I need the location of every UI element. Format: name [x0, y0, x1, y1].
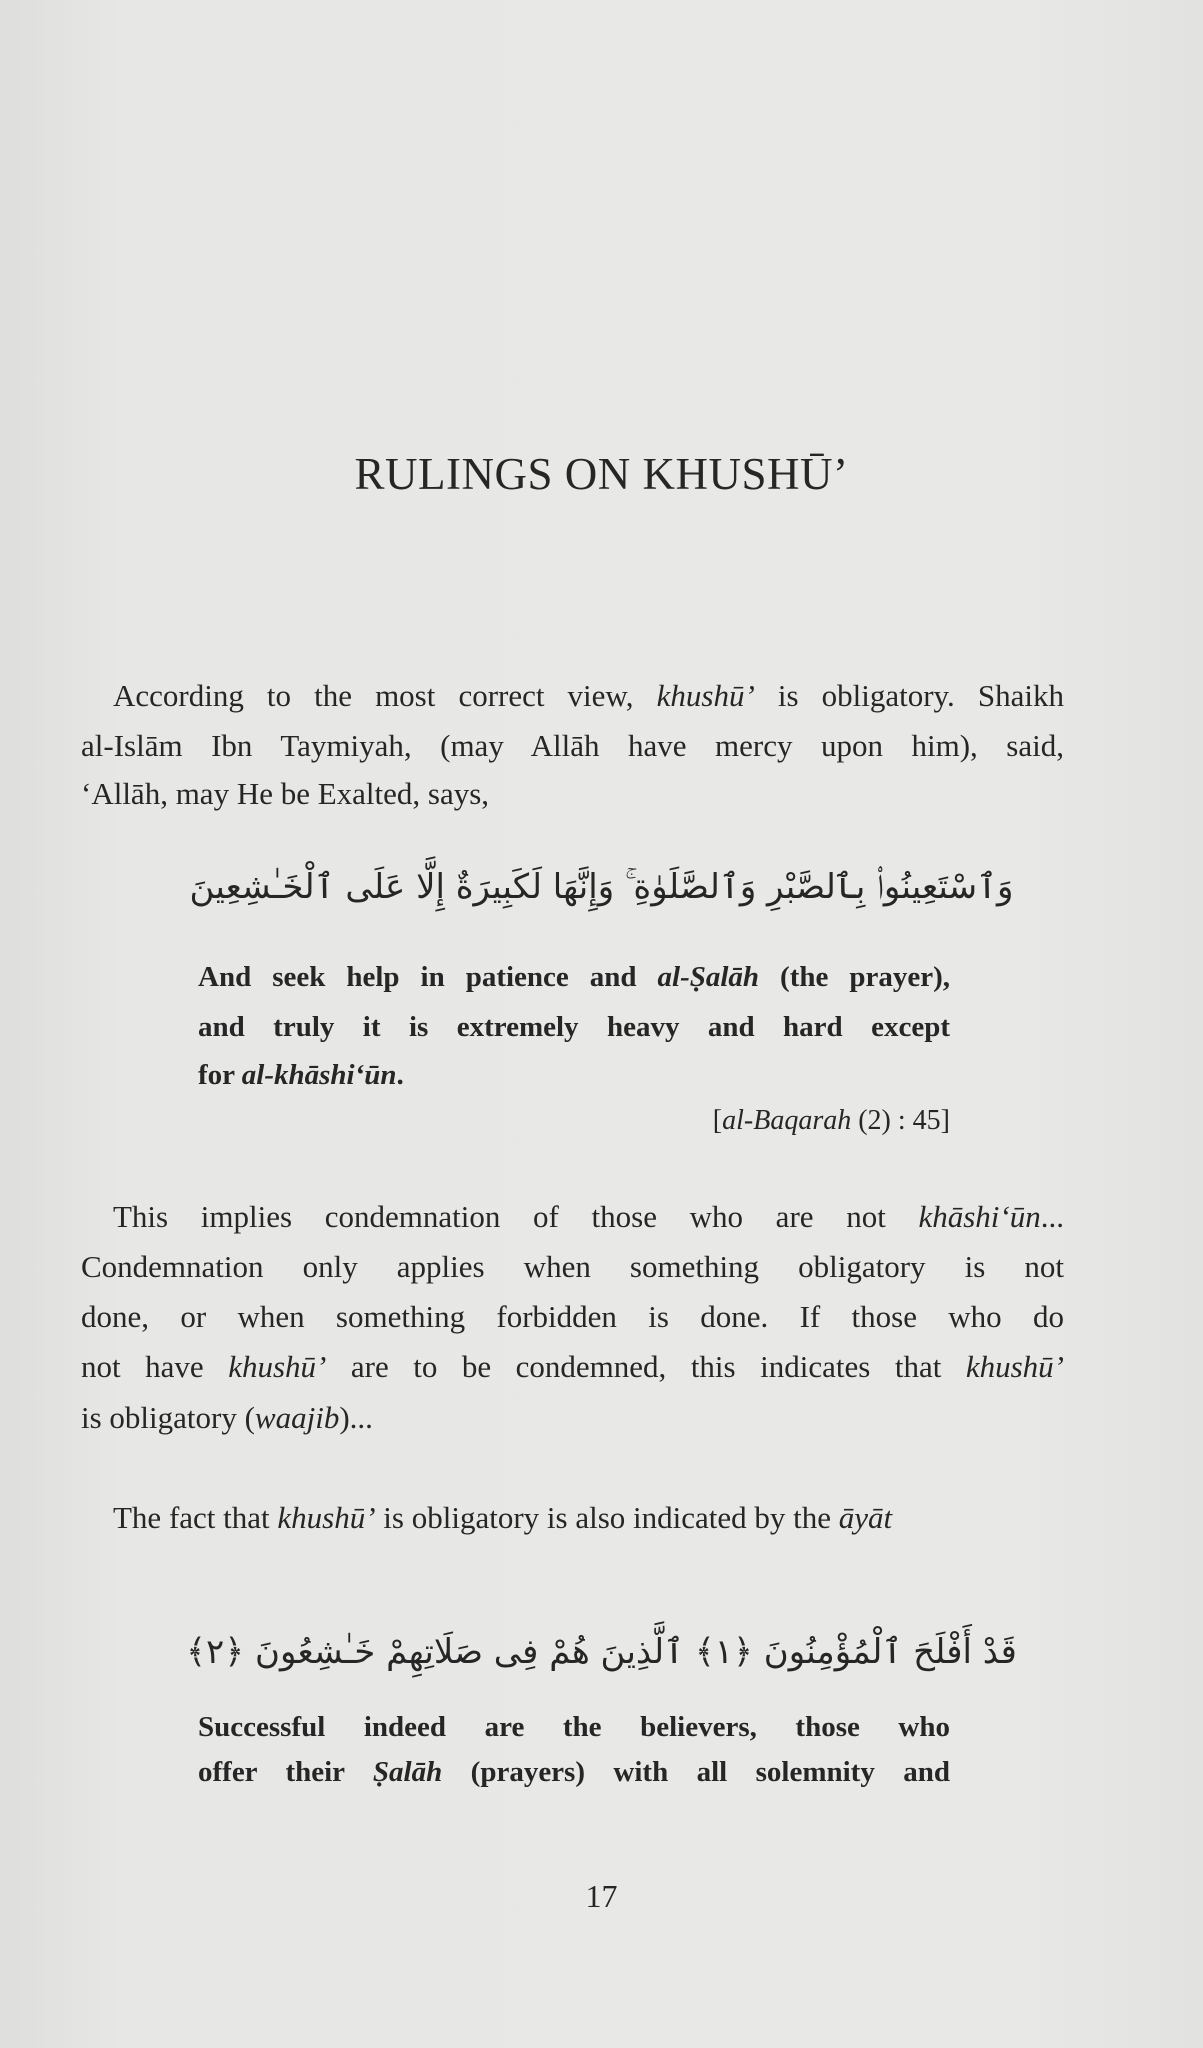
italic-term: Ṣalāh — [372, 1756, 443, 1788]
text-segment: not have — [81, 1349, 229, 1384]
text-line — [81, 726, 1064, 766]
italic-term: āyāt — [838, 1500, 893, 1535]
italic-term: khushū’ — [277, 1500, 376, 1535]
text-segment: And seek help in patience and — [198, 961, 658, 993]
translation-line — [198, 1055, 950, 1095]
text-line — [81, 676, 1064, 716]
italic-term: khushū’ — [965, 1349, 1064, 1384]
text-segment: is obligatory ( — [81, 1400, 255, 1435]
text-segment: The fact that — [113, 1500, 278, 1535]
italic-term: khushū’ — [228, 1349, 327, 1384]
text-line — [81, 1247, 1064, 1287]
text-segment: done, or when something forbidden is done. If those who do — [81, 1299, 1064, 1334]
text-segment: (prayers) with all solemnity and — [442, 1756, 950, 1788]
text-line — [81, 774, 1064, 814]
text-segment: are to be condemned, this indicates that — [326, 1349, 966, 1384]
text-segment: for — [198, 1059, 242, 1091]
text-segment: Condemnation only applies when something obligatory is not — [81, 1249, 1064, 1284]
page-number: 17 — [585, 1878, 618, 1914]
text-segment: (the prayer), — [759, 961, 950, 993]
text-segment: and truly it is extremely heavy and hard except — [198, 1011, 950, 1043]
italic-term: al-Baqarah — [722, 1105, 852, 1136]
text-segment: (2) : 45] — [851, 1105, 950, 1136]
italic-term: khāshi‘ūn — [918, 1199, 1041, 1234]
text-segment: ‘Allāh, may He be Exalted, says, — [81, 776, 490, 811]
text-line — [81, 1498, 1064, 1538]
italic-term: waajib — [254, 1400, 340, 1435]
text-segment: is obligatory is also indicated by the — [375, 1500, 839, 1535]
text-segment: is obligatory. Shaikh — [754, 678, 1064, 713]
text-segment: )... — [339, 1400, 373, 1435]
text-line — [81, 1347, 1064, 1387]
italic-term: al-Ṣalāh — [657, 961, 760, 993]
italic-term: al-khāshi‘ūn — [241, 1059, 397, 1091]
text-segment: ... — [1040, 1199, 1064, 1234]
italic-term: khushū’ — [656, 678, 755, 713]
text-segment: [ — [712, 1105, 723, 1136]
arabic-verse-2: قَدْ أَفْلَحَ ٱلْمُؤْمِنُونَ ﴿١﴾ ٱلَّذِينَ هُمْ فِى صَلَاتِهِمْ خَـٰشِعُونَ ﴿٢﴾ — [186, 1632, 1017, 1672]
text-segment: al-Islām Ibn Taymiyah, (may Allāh have mercy upon him), said, — [81, 728, 1064, 763]
text-line — [81, 1398, 1064, 1438]
chapter-title: RULINGS ON KHUSHŪ’ — [354, 449, 849, 499]
text-segment: . — [396, 1059, 404, 1091]
text-segment: offer their — [198, 1756, 373, 1788]
translation-line — [198, 1707, 950, 1747]
translation-line — [198, 1007, 950, 1047]
translation-line — [198, 957, 950, 997]
text-segment: According to the most correct view, — [113, 678, 657, 713]
text-segment: This implies condemnation of those who are not — [113, 1199, 919, 1234]
text-segment: Successful indeed are the believers, those who — [198, 1711, 950, 1743]
translation-line — [198, 1752, 950, 1792]
arabic-verse-1: وَٱسْتَعِينُوا۟ بِٱلصَّبْرِ وَٱلصَّلَوٰةِ ۚ وَإِنَّهَا لَكَبِيرَةٌ إِلَّا عَلَى ٱلْخَـٰشِعِينَ — [189, 867, 1014, 907]
text-line — [81, 1297, 1064, 1337]
verse-reference — [713, 1101, 950, 1141]
text-line — [81, 1197, 1064, 1237]
